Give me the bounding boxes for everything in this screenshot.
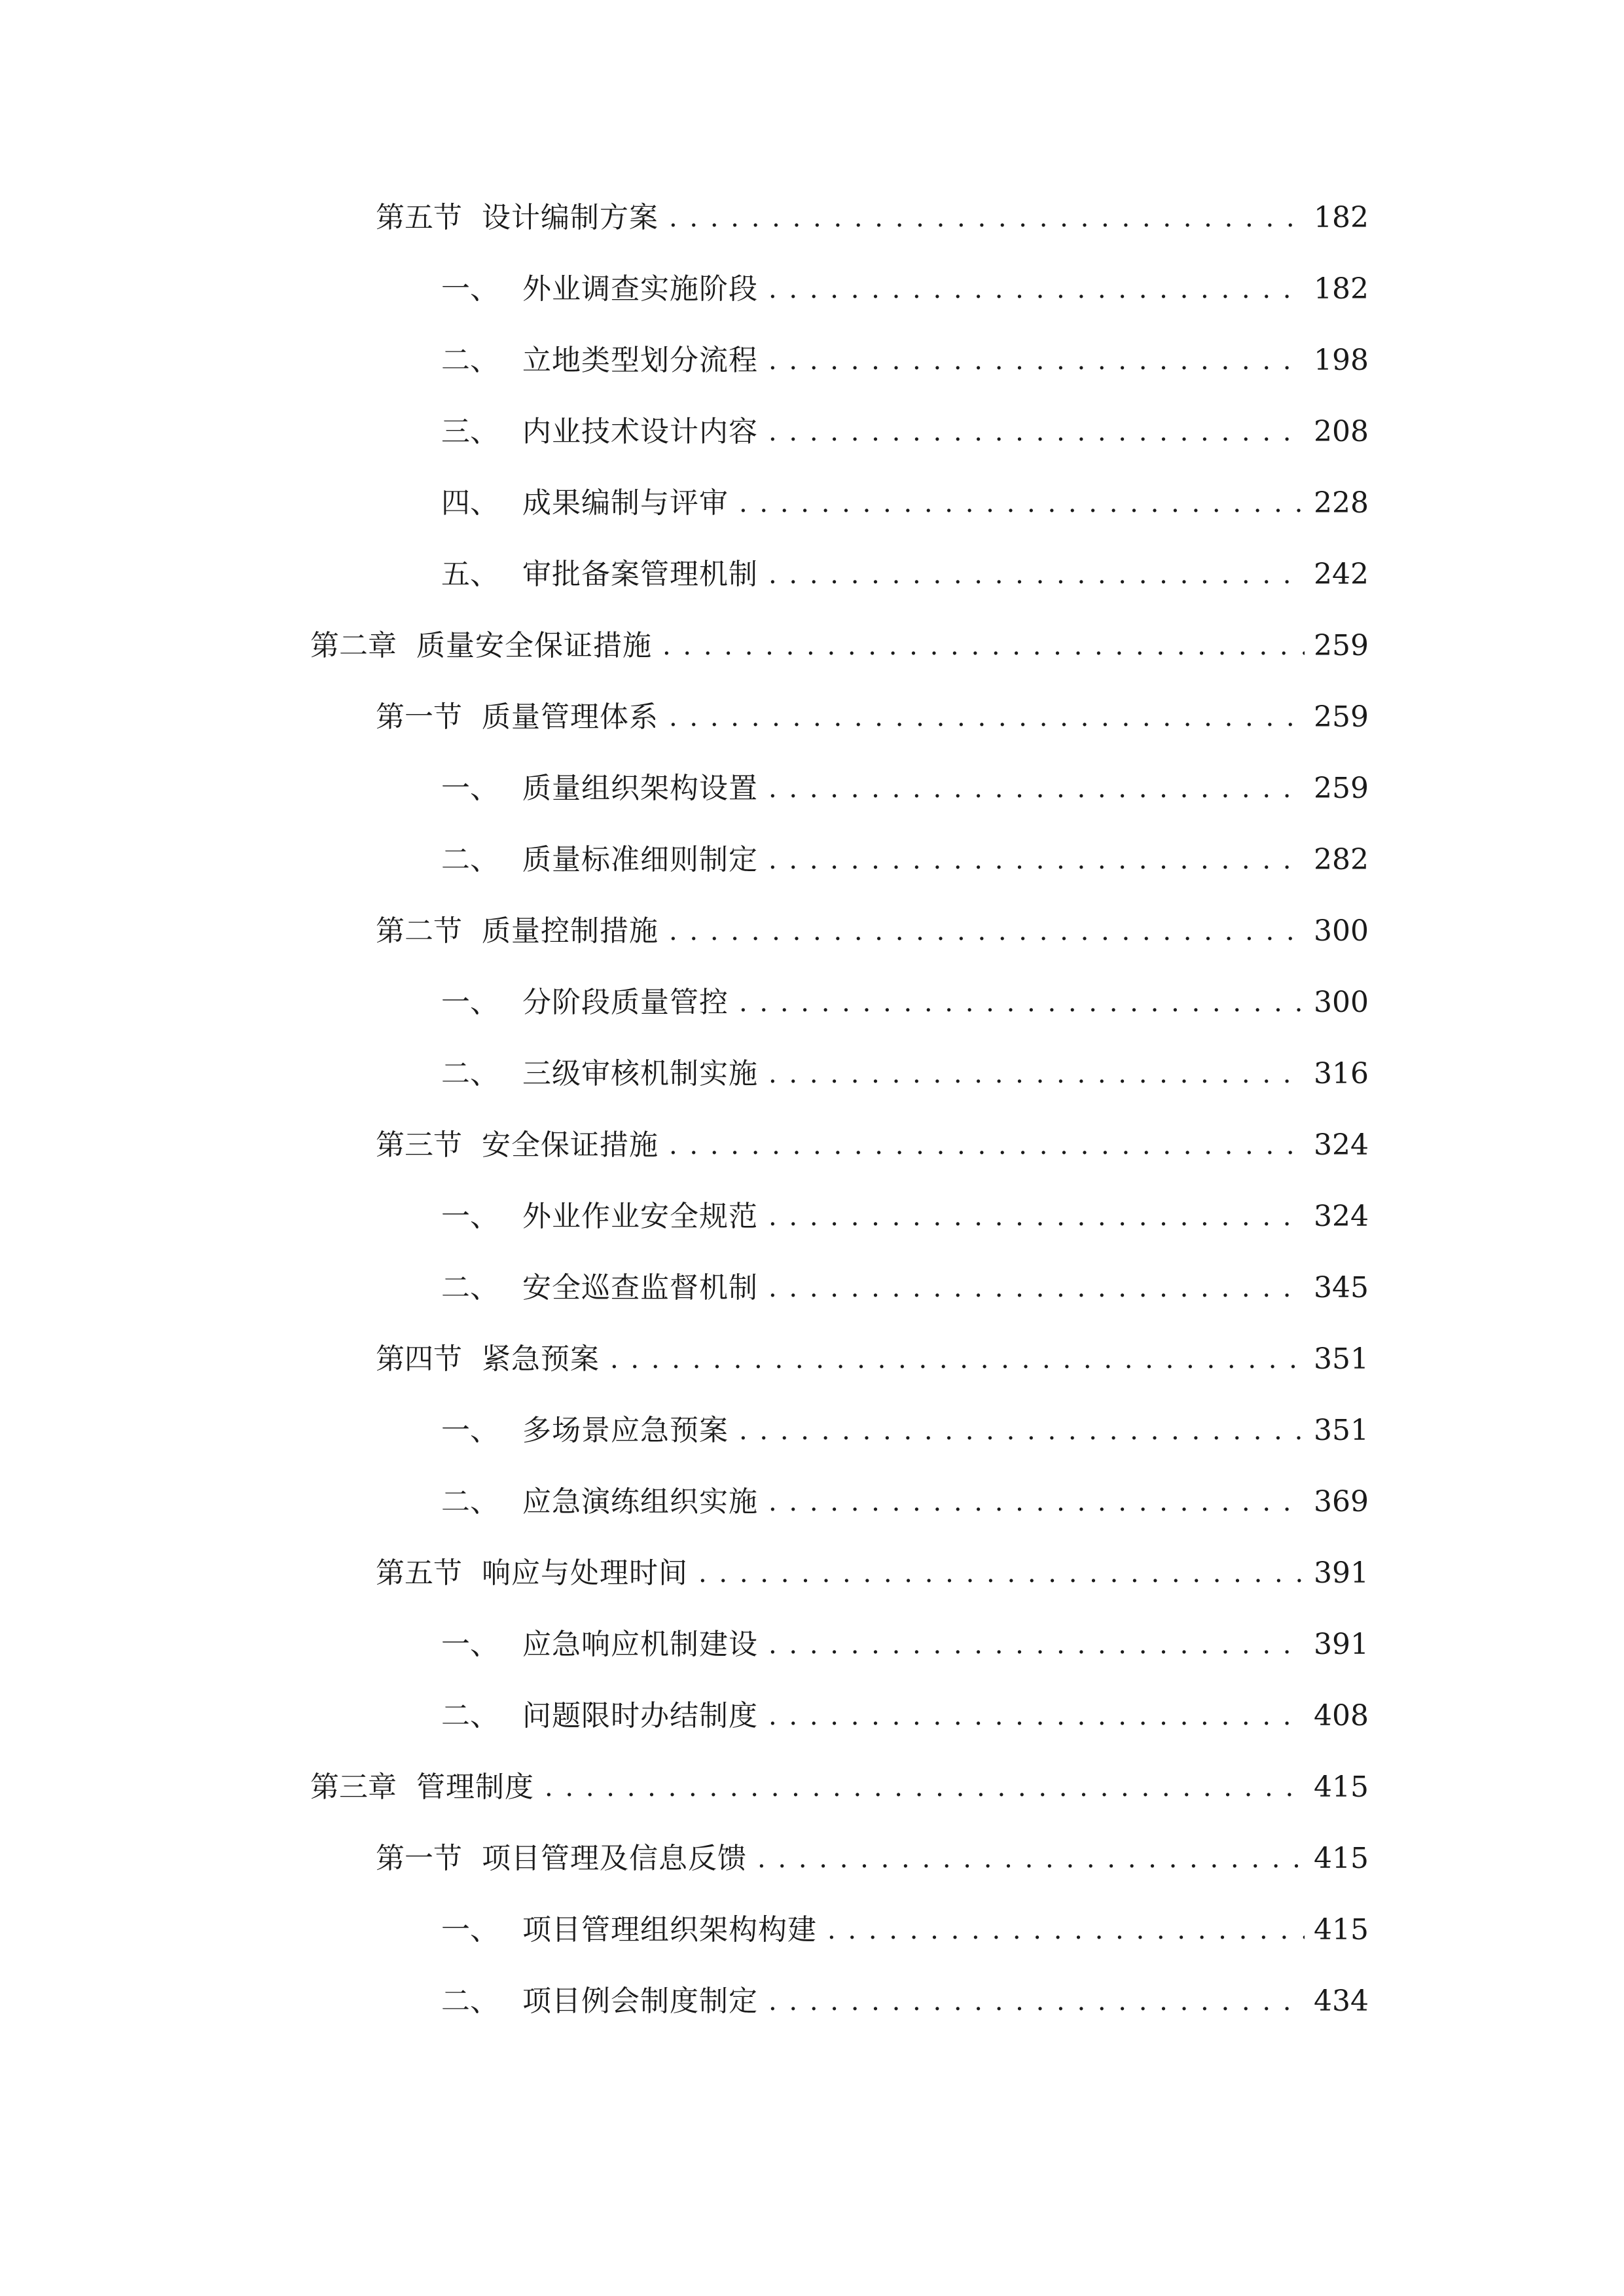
dot-leader: [768, 548, 1305, 601]
toc-page-number: 324: [1314, 1128, 1369, 1162]
toc-entry-title: 问题限时办结制度: [522, 1699, 758, 1732]
toc-entry-number: 二、: [441, 1485, 499, 1518]
toc-entry-title: 质量标准细则制定: [522, 843, 758, 876]
toc-entry-title: 三级审核机制实施: [522, 1057, 758, 1090]
dot-leader: [768, 406, 1305, 458]
toc-entry-title: 质量管理体系: [482, 700, 659, 734]
toc-entry-title: 应急演练组织实施: [522, 1485, 758, 1518]
dot-leader: [739, 977, 1305, 1029]
toc-entry[interactable]: [441, 334, 1369, 387]
toc-entry-number: 一、: [441, 1628, 499, 1661]
toc-page-number: 282: [1314, 843, 1369, 876]
toc-page-number: 415: [1314, 1913, 1369, 1946]
toc-entry-title: 响应与处理时间: [482, 1556, 688, 1590]
toc-entry-number: 二、: [441, 1057, 499, 1090]
toc-entry-number: 第三章: [310, 1770, 397, 1804]
toc-entry-number: 三、: [441, 415, 499, 448]
toc-page-number: 345: [1314, 1271, 1369, 1304]
dot-leader: [545, 1761, 1305, 1814]
dot-leader: [739, 477, 1305, 529]
toc-entry-title: 成果编制与评审: [522, 486, 729, 520]
toc-entry-title: 安全巡查监督机制: [522, 1271, 758, 1304]
toc-entry-number: 一、: [441, 1414, 499, 1447]
toc-page-number: 242: [1314, 558, 1369, 591]
toc-entry[interactable]: [441, 1262, 1369, 1314]
toc-page-number: 300: [1314, 914, 1369, 948]
toc-entry[interactable]: [441, 1191, 1369, 1243]
toc-entry[interactable]: [441, 834, 1369, 886]
toc-page-number: 259: [1314, 700, 1369, 734]
toc-entry[interactable]: [441, 406, 1369, 458]
toc-entry-number: 二、: [441, 1699, 499, 1732]
toc-entry-number: 二、: [441, 1271, 499, 1304]
toc-entry-title: 管理制度: [416, 1770, 534, 1804]
toc-page-number: 351: [1314, 1342, 1369, 1376]
toc-page-number: 300: [1314, 986, 1369, 1019]
toc-page-number: 182: [1314, 272, 1369, 306]
toc-entry[interactable]: [441, 762, 1369, 815]
toc-entry-title: 内业技术设计内容: [522, 415, 758, 448]
toc-entry-number: 第二节: [376, 914, 462, 948]
dot-leader: [669, 905, 1305, 958]
dot-leader: [768, 1048, 1305, 1100]
dot-leader: [669, 192, 1305, 244]
dot-leader: [768, 1975, 1305, 2028]
toc-page-number: 259: [1314, 629, 1369, 662]
toc-entry[interactable]: [376, 1333, 1369, 1386]
toc-entry-title: 分阶段质量管控: [522, 986, 729, 1019]
dot-leader: [610, 1333, 1305, 1386]
toc-page-number: 434: [1314, 1984, 1369, 2018]
toc-page-number: 198: [1314, 344, 1369, 377]
toc-page-number: 351: [1314, 1414, 1369, 1447]
toc-entry-title: 应急响应机制建设: [522, 1628, 758, 1661]
dot-leader: [662, 620, 1305, 672]
toc-entry-number: 第四节: [376, 1342, 462, 1376]
toc-page-number: 391: [1314, 1628, 1369, 1661]
toc-entry[interactable]: [310, 620, 1369, 672]
dot-leader: [669, 691, 1305, 744]
toc-entry-title: 立地类型划分流程: [522, 344, 758, 377]
toc-entry-number: 第二章: [310, 629, 397, 662]
dot-leader: [757, 1833, 1305, 1885]
toc-entry-title: 设计编制方案: [482, 201, 659, 234]
dot-leader: [768, 1262, 1305, 1314]
toc-entry[interactable]: [441, 1048, 1369, 1100]
toc-page-number: 324: [1314, 1200, 1369, 1233]
toc-entry-title: 审批备案管理机制: [522, 558, 758, 591]
toc-entry[interactable]: [376, 1547, 1369, 1600]
toc-page-number: 208: [1314, 415, 1369, 448]
dot-leader: [669, 1119, 1305, 1172]
toc-entry[interactable]: [441, 1476, 1369, 1528]
toc-entry[interactable]: [441, 477, 1369, 529]
toc-entry-number: 第三节: [376, 1128, 462, 1162]
toc-entry-number: 一、: [441, 1913, 499, 1946]
toc-entry-title: 质量组织架构设置: [522, 772, 758, 805]
toc-page-number: 415: [1314, 1770, 1369, 1804]
toc-entry-title: 外业作业安全规范: [522, 1200, 758, 1233]
toc-entry[interactable]: [441, 1619, 1369, 1671]
toc-page-number: 182: [1314, 201, 1369, 234]
toc-page-number: 415: [1314, 1842, 1369, 1875]
toc-entry-number: 一、: [441, 272, 499, 306]
toc-entry-number: 第五节: [376, 201, 462, 234]
toc-page-number: 316: [1314, 1057, 1369, 1090]
dot-leader: [768, 263, 1305, 315]
toc-entry[interactable]: [441, 1405, 1369, 1457]
toc-entry[interactable]: [376, 905, 1369, 958]
dot-leader: [768, 1191, 1305, 1243]
toc-entry[interactable]: [441, 548, 1369, 601]
toc-page-number: 408: [1314, 1699, 1369, 1732]
dot-leader: [768, 334, 1305, 387]
toc-entry-title: 质量安全保证措施: [416, 629, 652, 662]
toc-entry[interactable]: [376, 691, 1369, 744]
toc-entry-number: 二、: [441, 843, 499, 876]
dot-leader: [768, 1476, 1305, 1528]
toc-entry[interactable]: [310, 1761, 1369, 1814]
toc-entry-number: 一、: [441, 986, 499, 1019]
dot-leader: [768, 762, 1305, 815]
toc-entry-title: 质量控制措施: [482, 914, 659, 948]
toc-entry-title: 安全保证措施: [482, 1128, 659, 1162]
dot-leader: [768, 834, 1305, 886]
toc-entry-number: 第一节: [376, 700, 462, 734]
toc-entry-title: 外业调查实施阶段: [522, 272, 758, 306]
toc-entry-title: 紧急预案: [482, 1342, 600, 1376]
toc-entry-title: 项目管理组织架构构建: [522, 1913, 817, 1946]
toc-entry[interactable]: [376, 1119, 1369, 1172]
toc-page-number: 228: [1314, 486, 1369, 520]
dot-leader: [768, 1690, 1305, 1742]
toc-entry-title: 项目管理及信息反馈: [482, 1842, 747, 1875]
dot-leader: [768, 1619, 1305, 1671]
toc-entry-number: 五、: [441, 558, 499, 591]
toc-entry-number: 一、: [441, 772, 499, 805]
toc-entry-number: 一、: [441, 1200, 499, 1233]
toc-entry-number: 第五节: [376, 1556, 462, 1590]
toc-entry[interactable]: [441, 263, 1369, 315]
toc-entry-number: 四、: [441, 486, 499, 520]
toc-entry[interactable]: [376, 1833, 1369, 1885]
toc-page-number: 259: [1314, 772, 1369, 805]
toc-entry[interactable]: [441, 1690, 1369, 1742]
dot-leader: [739, 1405, 1305, 1457]
toc-entry-number: 第一节: [376, 1842, 462, 1875]
toc-entry-title: 项目例会制度制定: [522, 1984, 758, 2018]
dot-leader: [827, 1904, 1305, 1956]
toc-entry-number: 二、: [441, 1984, 499, 2018]
toc-entry[interactable]: [376, 192, 1369, 244]
toc-entry-number: 二、: [441, 344, 499, 377]
dot-leader: [698, 1547, 1305, 1600]
toc-entry[interactable]: [441, 1904, 1369, 1956]
toc-entry-title: 多场景应急预案: [522, 1414, 729, 1447]
toc-page-number: 369: [1314, 1485, 1369, 1518]
toc-entry[interactable]: [441, 977, 1369, 1029]
toc-page-number: 391: [1314, 1556, 1369, 1590]
toc-entry[interactable]: [441, 1975, 1369, 2028]
